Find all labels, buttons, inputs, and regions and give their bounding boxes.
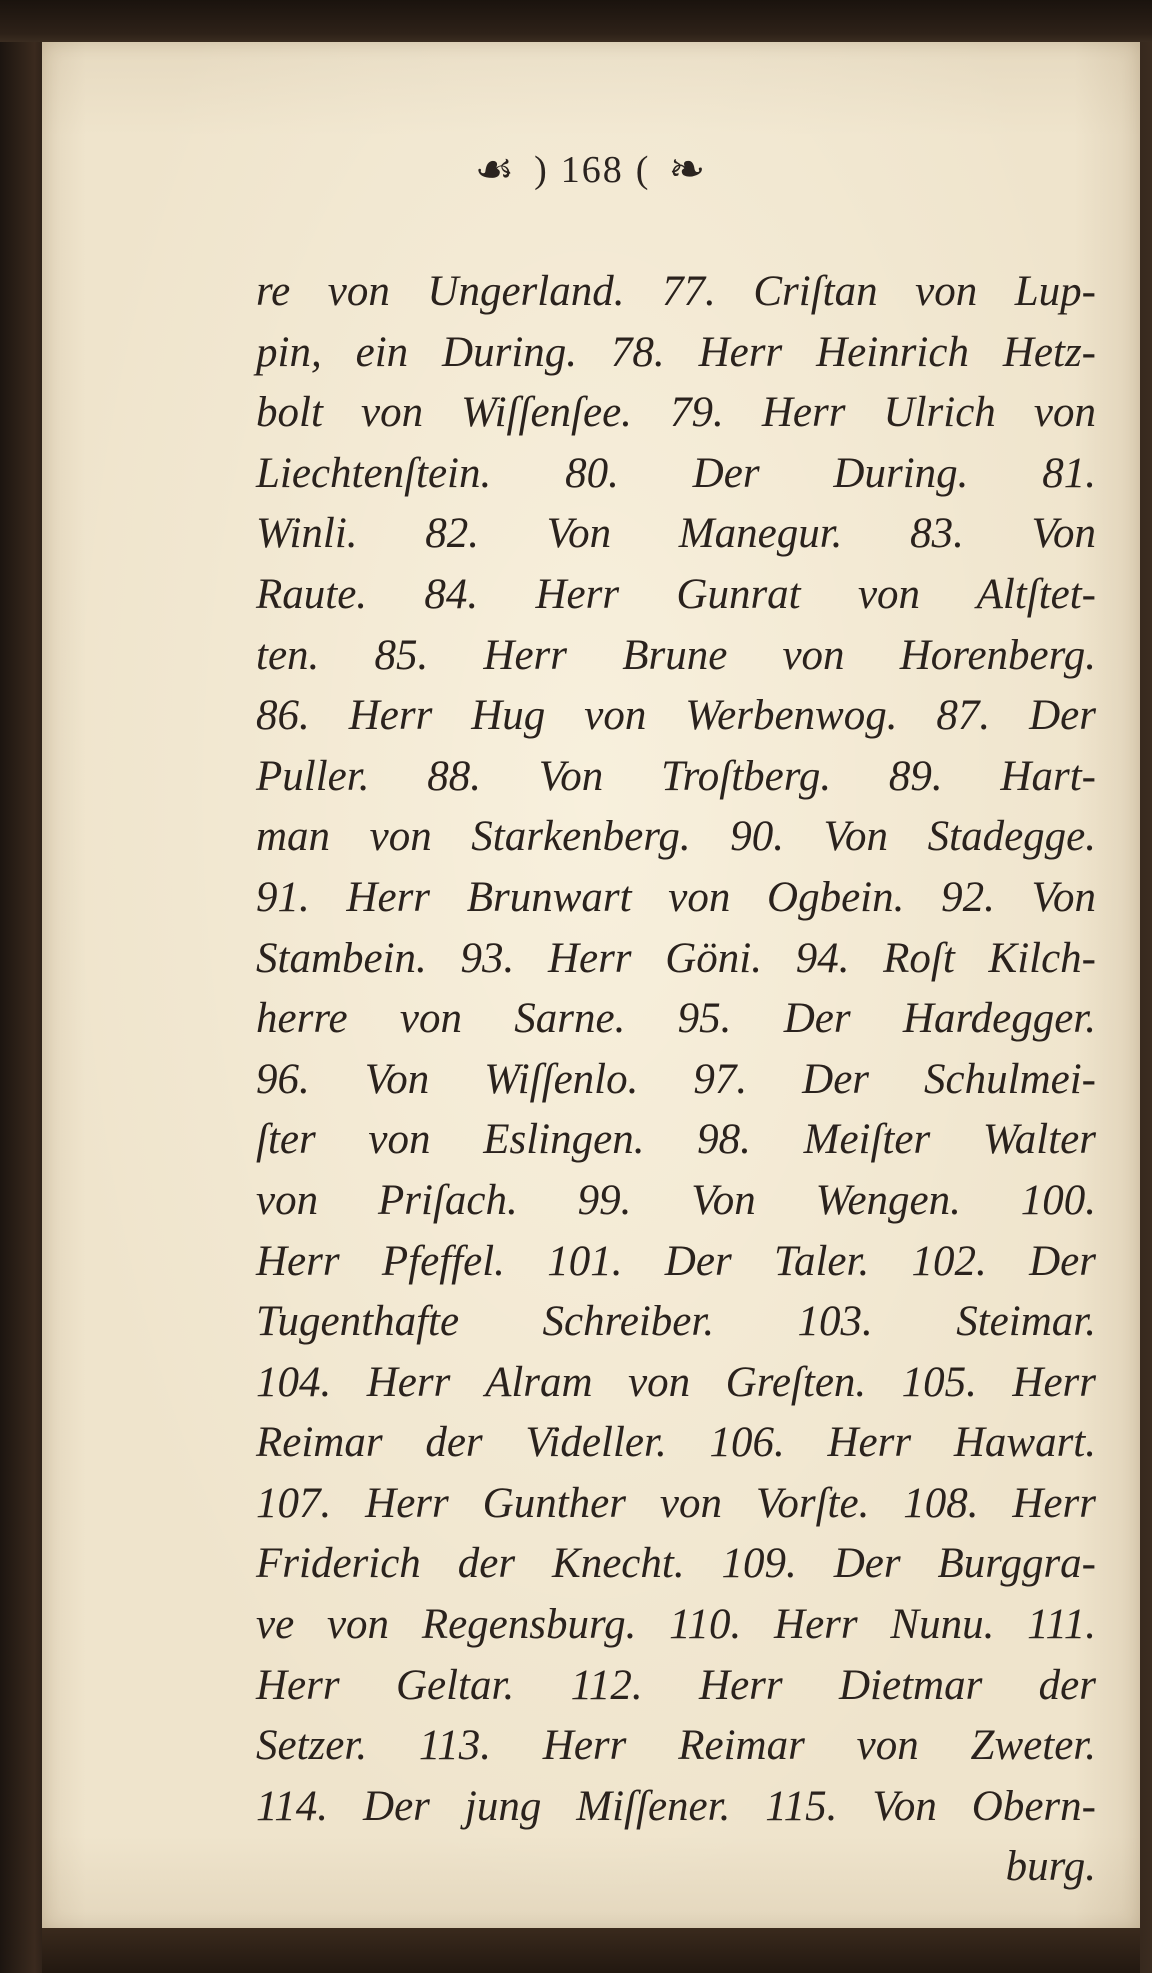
book-page [42,42,1140,1930]
text-line: von Priſach. 99. Von Wengen. 100. [256,1176,1096,1224]
text-line: re von Ungerland. 77. Criſtan von Lup- [256,268,1096,315]
text-line: ve von Regensburg. 110. Herr Nunu. 111. [256,1601,1096,1649]
paren-right: ( [635,148,651,191]
text-line: Herr Geltar. 112. Herr Dietmar der [256,1661,1096,1709]
ornament-left-icon: ☙ [474,145,517,195]
text-line: herre von Sarne. 95. Der Hardegger. [256,995,1096,1043]
text-line: Herr Pfeffel. 101. Der Taler. 102. Der [256,1237,1096,1285]
text-line: 91. Herr Brunwart von Ogbein. 92. Von [256,873,1096,921]
book-top-edge [0,0,1152,42]
text-line: Friderich der Knecht. 109. Der Burggra- [256,1540,1096,1588]
text-line: ſter von Eslingen. 98. Meiſter Walter [256,1116,1096,1164]
text-line: Setzer. 113. Herr Reimar von Zweter. [256,1722,1096,1770]
text-line: Raute. 84. Herr Gunrat von Altſtet- [256,570,1096,618]
text-line: 104. Herr Alram von Greſten. 105. Herr [256,1358,1096,1406]
text-line: Reimar der Videller. 106. Herr Hawart. [256,1419,1096,1467]
text-line-last: burg. [1005,1843,1096,1891]
text-line: Stambein. 93. Herr Göni. 94. Roſt Kilch- [256,934,1096,982]
text-line: 96. Von Wiſſenlo. 97. Der Schulmei- [256,1055,1096,1103]
page-header [42,142,1140,195]
text-line: 114. Der jung Miſſener. 115. Von Obern- [256,1782,1096,1830]
text-line: 86. Herr Hug von Werbenwog. 87. Der [256,692,1096,740]
page-number: 168 [560,148,624,191]
text-line: Puller. 88. Von Troſtberg. 89. Hart- [256,752,1096,800]
paren-left: ) [534,148,549,191]
text-line: 107. Herr Gunther von Vorſte. 108. Herr [256,1479,1096,1527]
book-bottom-edge [42,1928,1140,1973]
text-line: Winli. 82. Von Manegur. 83. Von [256,510,1096,558]
ornament-right-icon: ❧ [668,145,708,195]
text-line: Liechtenſtein. 80. Der During. 81. [256,449,1096,497]
text-line: pin, ein During. 78. Herr Heinrich Hetz- [256,328,1096,376]
body-text [256,262,1096,1898]
text-line: Tugenthafte Schreiber. 103. Steimar. [256,1298,1096,1346]
text-line: man von Starkenberg. 90. Von Stadegge. [256,813,1096,861]
text-line: bolt von Wiſſenſee. 79. Herr Ulrich von [256,389,1096,437]
text-line: ten. 85. Herr Brune von Horenberg. [256,631,1096,679]
